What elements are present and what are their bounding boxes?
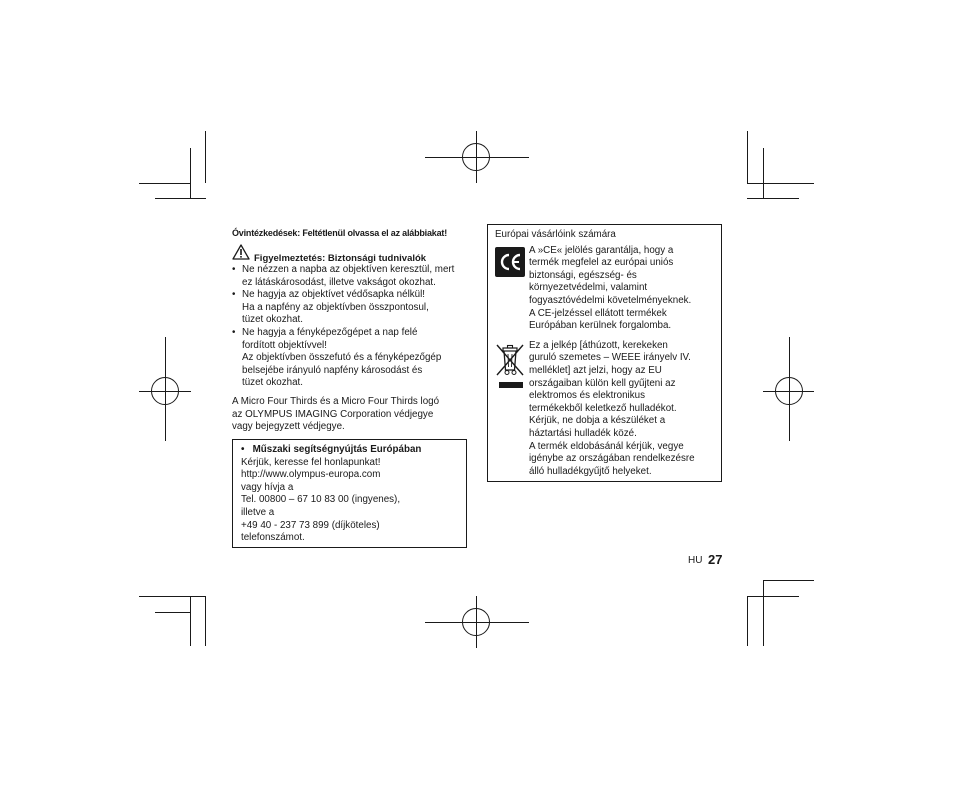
page-number: 27 — [708, 552, 723, 567]
weee-line: igénybe az országában rendelkezésre — [529, 453, 695, 465]
list-item-line: • Ne hagyja az objektívet védősapka nélkül! — [242, 289, 425, 301]
ce-mark-icon — [495, 245, 529, 333]
warning-heading — [232, 244, 426, 265]
list-item-line: Ha a napfény az objektívben összpontosul, — [242, 301, 429, 313]
list-item-line: ez látáskárosodást, illetve vakságot okozhat. — [242, 276, 436, 288]
support-title: • Műszaki segítségnyújtás Európában — [241, 444, 422, 455]
precaution-title: Óvintézkedések: Feltétlenül olvassa el az alábbiakat! — [232, 228, 447, 238]
support-title-text: Műszaki segítségnyújtás Európában — [252, 444, 422, 455]
crop-mark — [763, 148, 764, 198]
eu-title: Európai vásárlóink számára — [495, 229, 616, 240]
support-phone: Tel. 00800 – 67 10 83 00 (ingyenes), — [241, 494, 401, 506]
crop-mark — [155, 198, 206, 199]
registration-circle — [462, 143, 490, 171]
crop-mark — [190, 148, 191, 198]
weee-line: háztartási hulladék közé. — [529, 427, 637, 439]
trademark-notice — [232, 396, 472, 434]
weee-line: Ez a jelkép [áthúzott, kerekeken — [529, 339, 668, 351]
crop-mark — [139, 183, 191, 184]
trademark-line: A Micro Four Thirds és a Micro Four Thirds logó — [232, 396, 440, 407]
weee-line: elektromos és elektronikus — [529, 390, 645, 402]
crop-mark — [747, 596, 799, 597]
crop-mark — [747, 183, 814, 184]
eu-customers-box — [487, 224, 722, 482]
crop-mark — [205, 596, 206, 646]
warning-list — [232, 264, 472, 390]
warning-title: Figyelmeztetés: Biztonsági tudnivalók — [254, 253, 427, 264]
crop-mark — [747, 596, 748, 646]
list-item — [232, 289, 472, 327]
support-phone: +49 40 - 237 73 899 (díjköteles) — [241, 519, 380, 531]
trademark-line: az OLYMPUS IMAGING Corporation védjegye — [232, 408, 434, 420]
trademark-line: vagy bejegyzett védjegye. — [232, 421, 345, 433]
warning-triangle-icon — [232, 244, 250, 265]
crop-mark — [190, 596, 191, 646]
ce-line: A »CE« jelölés garantálja, hogy a — [529, 244, 674, 256]
ce-line: biztonsági, egészség- és — [529, 269, 637, 281]
support-line: telefonszámot. — [241, 532, 305, 544]
support-line: illetve a — [241, 506, 275, 518]
list-item-line: fordított objektívvel! — [242, 339, 327, 351]
registration-circle — [775, 377, 803, 405]
crop-mark — [205, 131, 206, 183]
weee-section — [495, 340, 717, 479]
list-item-line: tüzet okozhat. — [242, 377, 303, 389]
weee-text — [529, 340, 717, 479]
ce-line: Európában kerülnek forgalomba. — [529, 320, 672, 332]
list-item-line: tüzet okozhat. — [242, 314, 303, 326]
list-item-line: • Ne nézzen a napba az objektíven keresztül, mert — [242, 264, 455, 275]
page-language-code: HU — [688, 555, 703, 566]
weee-line: melléklet] azt jelzi, hogy az EU — [529, 364, 662, 376]
list-item — [232, 264, 472, 289]
support-url[interactable]: http://www.olympus-europa.com — [241, 469, 381, 481]
support-box — [232, 439, 467, 548]
registration-circle — [462, 608, 490, 636]
list-item-line: belsejébe irányuló napfény károsodást és — [242, 364, 423, 376]
ce-line: fogyasztóvédelmi követelményeknek. — [529, 294, 692, 306]
list-item — [232, 327, 472, 390]
crop-mark — [763, 580, 814, 581]
weee-line: termékekből keletkező hulladékot. — [529, 402, 677, 414]
weee-line: A termék eldobásánál kérjük, vegye — [529, 440, 684, 452]
crop-mark — [747, 131, 748, 183]
crossed-out-bin-icon — [495, 340, 529, 479]
support-line: vagy hívja a — [241, 481, 294, 493]
weee-line: álló hulladékgyűjtő helyeket. — [529, 465, 652, 477]
ce-line: termék megfelel az európai uniós — [529, 257, 674, 269]
ce-line: környezetvédelmi, valamint — [529, 282, 648, 294]
weee-line: guruló szemetes – WEEE irányelv IV. — [529, 352, 691, 364]
ce-line: A CE-jelzéssel ellátott termékek — [529, 307, 667, 319]
list-item-line: Az objektívben összefutó és a fényképezőgép — [242, 352, 442, 364]
crop-mark — [747, 198, 799, 199]
ce-text — [529, 245, 717, 333]
registration-circle — [151, 377, 179, 405]
weee-line: Kérjük, ne dobja a készüléket a — [529, 415, 666, 427]
crop-mark — [155, 612, 191, 613]
list-item-line: • Ne hagyja a fényképezőgépet a nap felé — [242, 326, 418, 338]
crop-mark — [763, 580, 764, 646]
ce-section — [495, 245, 717, 333]
weee-line: országaiban külön kell gyűjteni az — [529, 377, 676, 389]
support-line: Kérjük, keresse fel honlapunkat! — [241, 456, 381, 468]
crop-mark — [139, 596, 206, 597]
